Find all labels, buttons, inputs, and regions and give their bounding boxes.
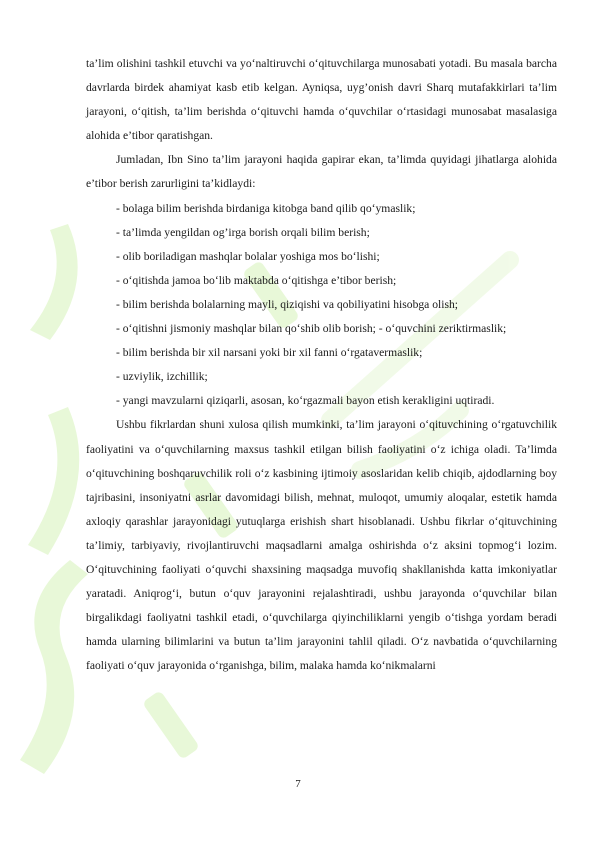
list-item: - bilim berishda bir xil narsani yoki bir xil fanni o‘rgatavermaslik; [116,346,423,360]
paragraph-intro: ta’lim olishini tashkil etuvchi va yo‘naltiruvchi o‘qituvchilarga munosabati yotadi. Bu masala barcha davrlarda birdek ahamiyat kasb etib kelgan. Ayniqsa, uyg’onish davri Sharq mutafakkirlari ta’lim jarayoni, o‘qitish, ta’lim berishda o‘qituvchi hamda o‘quvchilar o‘rtasidagi munosabat masalasiga alohida e’tibor qaratishgan. [86,57,557,143]
list-item: - bolaga bilim berishda birdaniga kitobga band qilib qo‘ymaslik; [116,201,416,215]
list-item: - o‘qitishda jamoa bo‘lib maktabda o‘qitishga e’tibor berish; [116,273,397,287]
page-number: 7 [295,778,301,790]
list-item: - bilim berishda bolalarning mayli, qiziqishi va qobiliyatini hisobga olish; [116,297,458,311]
list-item: - yangi mavzularni qiziqarli, asosan, ko‘rgazmali bayon etish kerakligini uqtiradi. [116,394,495,408]
document-body [86,52,557,678]
list-item: - olib boriladigan mashqlar bolalar yoshiga mos bo‘lishi; [116,249,380,263]
list-item: - ta’limda yengildan og’irga borish orqali bilim berish; [116,225,370,239]
list-item: - uzviylik, izchillik; [116,370,208,384]
paragraph-conclusion: Ushbu fikrlardan shuni xulosa qilish mumkinki, ta’lim jarayoni o‘qituvchining o‘rgatuvchilik faoliyatini va o‘quvchilarning maxsus tashkil etilgan bilish faoliyatini o‘z ichiga oladi. Ta’limda o‘qituvchining boshqaruvchilik roli o‘z kasbining ijtimoiy asoslaridan kelib chiqib, ajdodlarning boy tajribasini, insoniyatni asrlar davomidagi bilish, mehnat, muloqot, umumiy aloqalar, estetik hamda axloqiy qarashlar jarayonidagi yutuqlarga erishish shart hisoblanadi. Ushbu fikrlar o‘qituvchining ta’limiy, tarbiyaviy, rivojlantiruvchi maqsadlarni amalga oshirishda o‘z aksini topmog‘i lozim. O‘qituvchining faoliyati o‘quvchi shaxsining maqsadga muvofiq shakllanishda katta imkoniyatlar yaratadi. Aniqrog‘i, butun o‘quv jarayonini rejalashtiradi, ushbu jarayonda o‘quvchilar bilan birgalikdagi faoliyatni tashkil etadi, o‘quvchilarga qiyinchiliklarni yengib o‘tishga yordam beradi hamda ularning bilimlarini va butun ta’lim jarayonini tahlil qiladi. O‘z navbatida o‘quvchilarning faoliyati o‘quv jarayonida o‘rganishga, bilim, malaka hamda ko‘nikmalarni [86,418,557,673]
list-item: - o‘qitishni jismoniy mashqlar bilan qo‘shib olib borish; - o‘quvchini zeriktirmaslik; [116,322,507,336]
paragraph-ibn-sino: Jumladan, Ibn Sino ta’lim jarayoni haqida gapirar ekan, ta’limda quyidagi jihatlarga alohida e’tibor berish zarurligini ta’kidlaydi: [86,153,557,191]
